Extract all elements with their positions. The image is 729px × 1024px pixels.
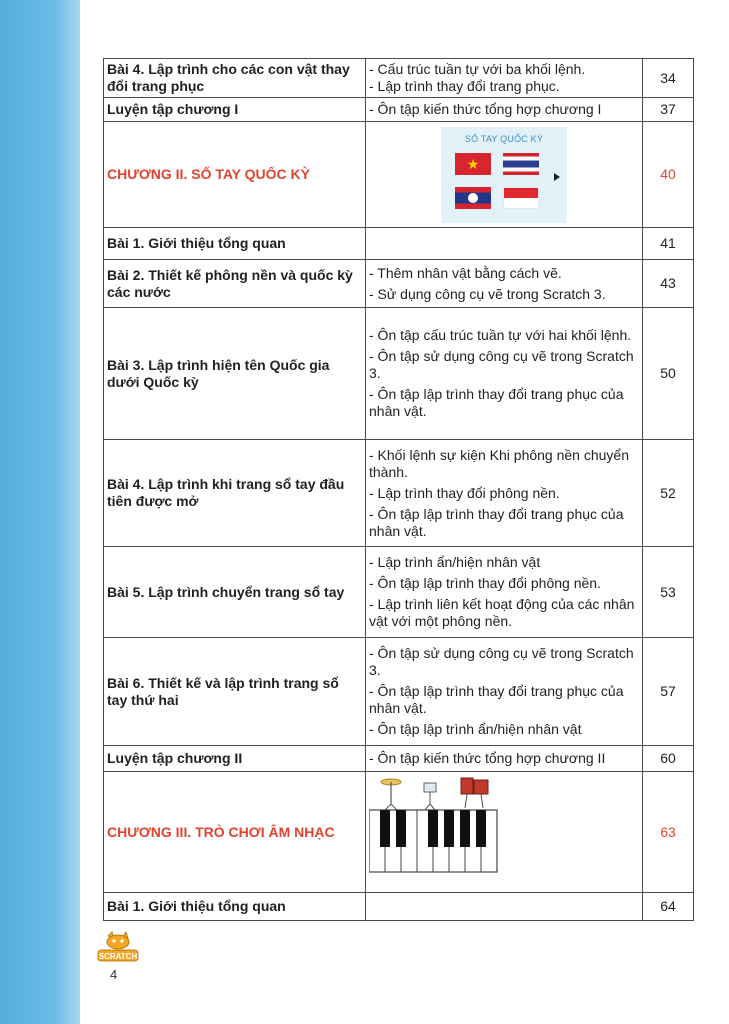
lesson-title: Bài 1. Giới thiệu tổng quan [104, 228, 366, 260]
scratch-cat-logo [96, 930, 140, 964]
thailand-flag-icon [503, 153, 539, 175]
toc-row [104, 260, 694, 308]
lesson-content [366, 746, 643, 772]
toc-row [104, 638, 694, 746]
page-number-cell: 52 [643, 440, 694, 547]
lesson-title: Bài 2. Thiết kế phông nền và quốc kỳ các nước [104, 260, 366, 308]
laos-flag-icon [455, 187, 491, 209]
scratch-logo-text: SCRATCH [98, 952, 138, 961]
illustration-caption: SỔ TAY QUỐC KỲ [464, 133, 544, 144]
toc-row [104, 547, 694, 638]
lesson-title: Bài 1. Giới thiệu tổng quan [104, 893, 366, 921]
vietnam-flag-icon: ★ [455, 153, 491, 175]
content-item: - Ôn tập lập trình ẩn/hiện nhân vật [369, 721, 582, 737]
content-item: - Ôn tập lập trình thay đổi trang phục của nhân vật. [369, 386, 624, 419]
lesson-title: Bài 4. Lập trình khi trang sổ tay đầu tiên được mở [104, 440, 366, 547]
scratch-cat-icon [107, 932, 129, 949]
chapter-illustration-cell [366, 122, 643, 228]
chapter-title: CHƯƠNG II. SỔ TAY QUỐC KỲ [104, 122, 366, 228]
toc-row [104, 98, 694, 122]
piano-keyboard-icon [369, 810, 497, 872]
lesson-content [366, 228, 643, 260]
content-item: - Thêm nhân vật bằng cách vẽ. [369, 264, 562, 281]
lesson-content [366, 893, 643, 921]
page-number-cell: 64 [643, 893, 694, 921]
page-number-cell: 41 [643, 228, 694, 260]
drum-icon [424, 783, 436, 810]
content-item: - Ôn tập lập trình thay đổi phông nền. [369, 575, 601, 591]
lesson-title: Bài 6. Thiết kế và lập trình trang sổ tay thứ hai [104, 638, 366, 746]
content-item: - Ôn tập lập trình thay đổi trang phục của nhân vật. [369, 505, 624, 539]
lesson-title: Bài 4. Lập trình cho các con vật thay đổi trang phục [104, 59, 366, 98]
page-number-cell: 40 [643, 122, 694, 228]
content-item: - Ôn tập kiến thức tổng hợp chương I [369, 101, 602, 117]
page-number-cell: 53 [643, 547, 694, 638]
page-number-cell: 63 [643, 772, 694, 893]
toc-row [104, 59, 694, 98]
page-number-cell: 57 [643, 638, 694, 746]
content-item: - Ôn tập sử dụng công cụ vẽ trong Scratch 3. [369, 645, 634, 678]
content-item: - Ôn tập cấu trúc tuần tự với hai khối lệnh. [369, 327, 632, 343]
music-instruments-illustration [369, 774, 499, 886]
lesson-title: Luyện tập chương II [104, 746, 366, 772]
content-item: - Lập trình ẩn/hiện nhân vật [369, 554, 541, 570]
toc-row [104, 308, 694, 440]
page-number: 4 [110, 967, 118, 982]
content-item: - Lập trình thay đổi phông nền. [369, 484, 560, 501]
lesson-content [366, 440, 643, 547]
cymbal-icon [381, 779, 401, 810]
page-number-cell: 37 [643, 98, 694, 122]
lesson-content [366, 638, 643, 746]
flags-illustration [441, 127, 567, 223]
page-number-cell: 34 [643, 59, 694, 98]
lesson-title: Bài 3. Lập trình hiện tên Quốc gia dưới Quốc kỳ [104, 308, 366, 440]
lesson-content [366, 260, 643, 308]
page-number-cell: 50 [643, 308, 694, 440]
toc-row [104, 893, 694, 921]
page-number-cell: 43 [643, 260, 694, 308]
chapter-illustration-cell [366, 772, 643, 893]
content-item: - Ôn tập sử dụng công cụ vẽ trong Scratch 3. [369, 348, 634, 381]
content-item: - Lập trình liên kết hoạt động của các nhân vật với một phông nền. [369, 596, 635, 629]
lesson-title: Bài 5. Lập trình chuyển trang sổ tay [104, 547, 366, 638]
play-arrow-icon [554, 173, 560, 181]
content-item: - Ôn tập lập trình thay đổi trang phục của nhân vật. [369, 683, 624, 716]
chapter-row [104, 772, 694, 893]
toc-row [104, 746, 694, 772]
content-item: - Cấu trúc tuần tự với ba khối lệnh. - Lập trình thay đổi trang phục. [369, 61, 586, 94]
content-item: - Ôn tập kiến thức tổng hợp chương II [369, 750, 606, 766]
lesson-title: Luyện tập chương I [104, 98, 366, 122]
chapter-row [104, 122, 694, 228]
lesson-content [366, 308, 643, 440]
content-item: - Sử dụng công cụ vẽ trong Scratch 3. [369, 285, 606, 302]
lesson-content [366, 59, 643, 98]
side-stripe [0, 0, 80, 1024]
indonesia-flag-icon [503, 187, 539, 209]
page-number-cell: 60 [643, 746, 694, 772]
bongo-drums-icon [461, 778, 488, 808]
toc-row [104, 228, 694, 260]
chapter-title: CHƯƠNG III. TRÒ CHƠI ÂM NHẠC [104, 772, 366, 893]
content-item: - Khối lệnh sự kiện Khi phông nền chuyển thành. [369, 446, 629, 480]
lesson-content [366, 547, 643, 638]
table-of-contents [103, 58, 694, 921]
toc-row [104, 440, 694, 547]
lesson-content [366, 98, 643, 122]
